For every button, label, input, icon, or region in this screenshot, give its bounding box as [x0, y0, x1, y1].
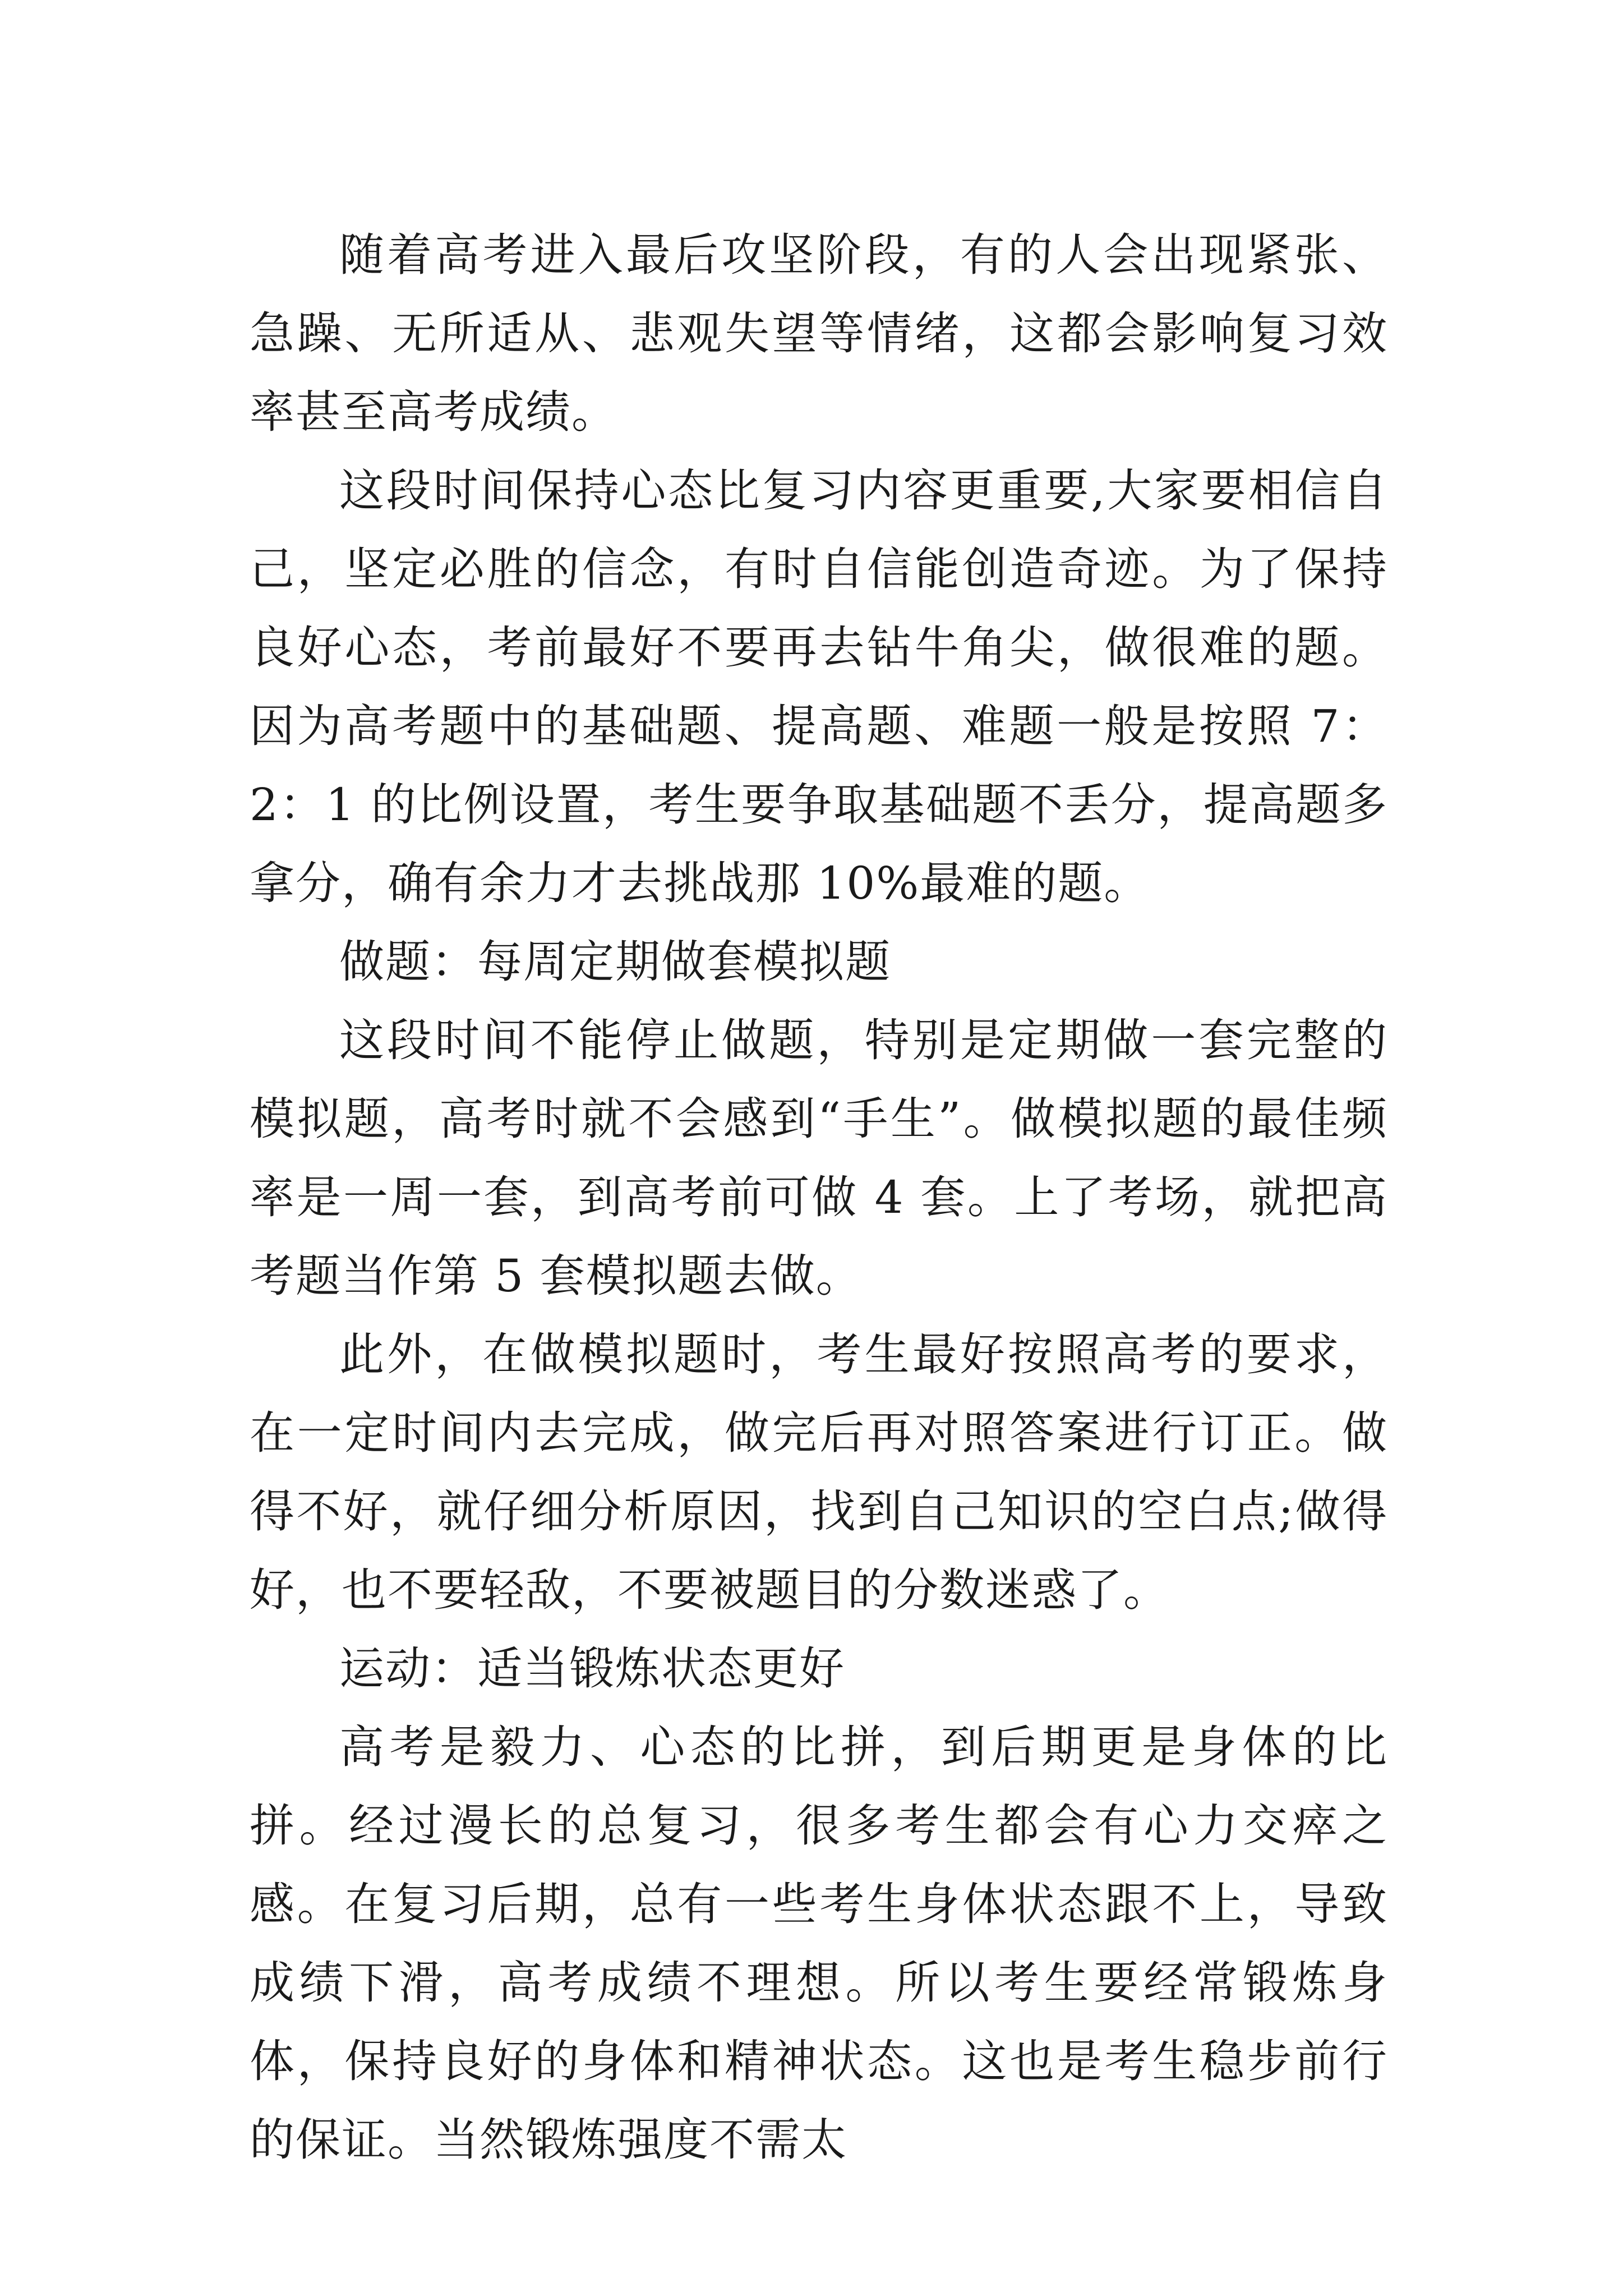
paragraph-practice: 这段时间不能停止做题，特别是定期做一套完整的模拟题，高考时就不会感到“手生”。做模拟题的最佳频率是一周一套，到高考前可做 4 套。上了考场，就把高考题当作第 5 套模拟题去做。	[250, 1014, 1388, 1302]
section-heading-practice: 做题：每周定期做套模拟题	[339, 936, 891, 988]
paragraph-practice-detail: 此外，在做模拟题时，考生最好按照高考的要求，在一定时间内去完成，做完后再对照答案进行订正。做得不好，就仔细分析原因，找到自己知识的空白点;做得好，也不要轻敌，不要被题目的分数迷惑了。	[250, 1328, 1388, 1616]
paragraph-intro: 随着高考进入最后攻坚阶段，有的人会出现紧张、急躁、无所适从、悲观失望等情绪，这都会影响复习效率甚至高考成绩。	[250, 229, 1388, 438]
paragraph-mindset: 这段时间保持心态比复习内容更重要,大家要相信自己，坚定必胜的信念，有时自信能创造奇迹。为了保持良好心态，考前最好不要再去钻牛角尖，做很难的题。因为高考题中的基础题、提高题、难题一般是按照 7：2：1 的比例设置，考生要争取基础题不丢分，提高题多拿分，确有余力才去挑战那 10%最难的题。	[250, 464, 1388, 909]
section-heading-exercise: 运动：适当锻炼状态更好	[339, 1642, 845, 1695]
document-body	[250, 216, 1388, 2179]
paragraph-exercise: 高考是毅力、心态的比拼，到后期更是身体的比拼。经过漫长的总复习，很多考生都会有心力交瘁之感。在复习后期，总有一些考生身体状态跟不上，导致成绩下滑，高考成绩不理想。所以考生要经常锻炼身体，保持良好的身体和精神状态。这也是考生稳步前行的保证。当然锻炼强度不需太	[250, 1721, 1388, 2166]
